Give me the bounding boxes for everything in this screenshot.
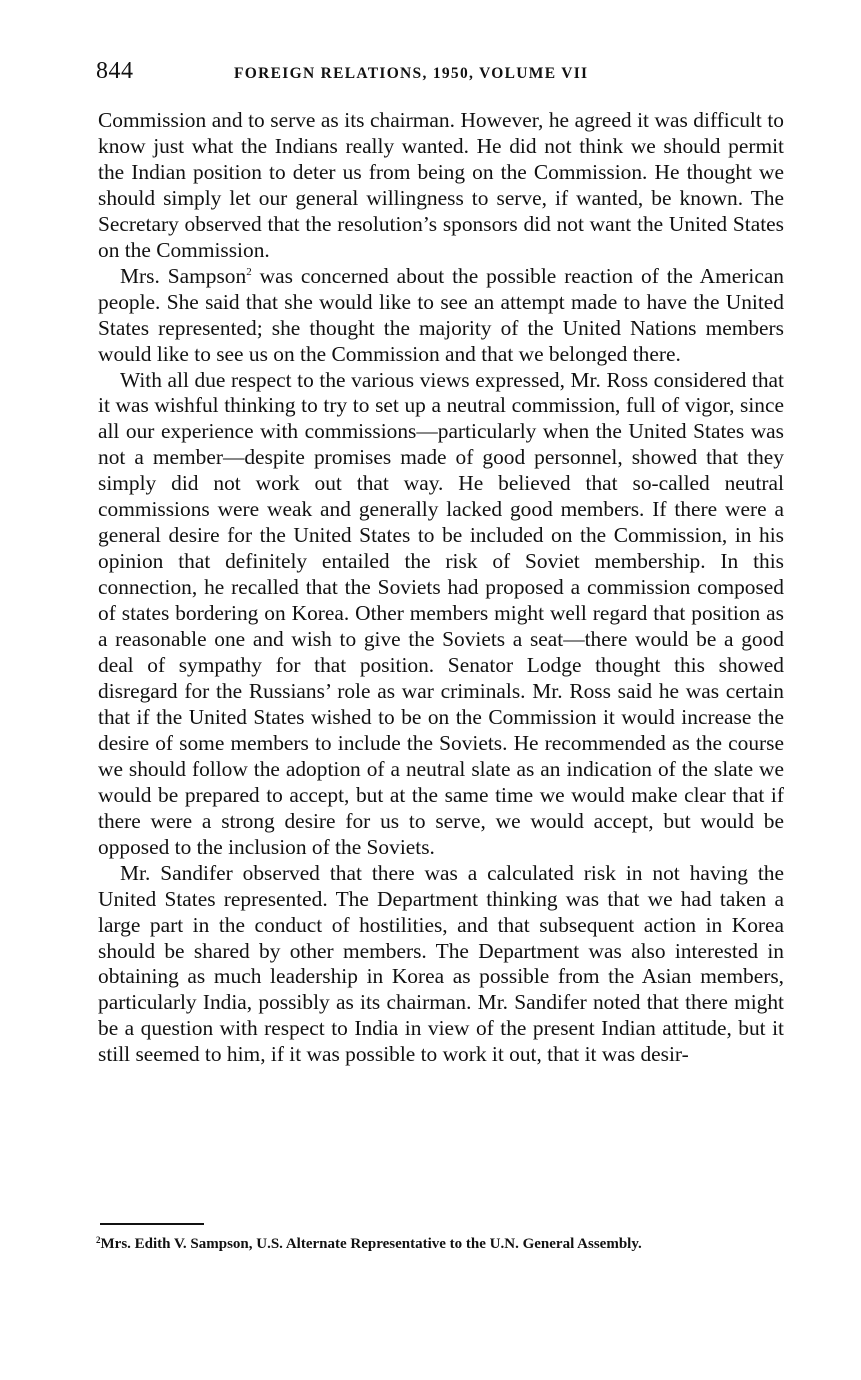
footnote-text: Mrs. Edith V. Sampson, U.S. Alternate Representative to the U.N. General Assembly. (100, 1236, 642, 1252)
footnote-divider (100, 1223, 204, 1225)
footnote-marker: 2 (96, 1235, 101, 1245)
paragraph-2-text: was concerned about the possible reaction of the American people. She said that she would like to see an attempt made to have the United States represented; she thought the majority of the United Nations members would like to see us on the Commission and that we belonged there. (98, 263, 785, 366)
paragraph-1: Commission and to serve as its chairman. However, he agreed it was difficult to know just what the Indians really wanted. He did not think we should permit the Indian position to deter us from being on the Commission. He thought we should simply let our general willingness to serve, if wanted, be known. The Secretary observed that the resolution’s sponsors did not want the United States on the Commission. (98, 108, 784, 262)
body-text (98, 108, 784, 1068)
paragraph-3: With all due respect to the various views expressed, Mr. Ross considered that it was wishful thinking to try to set up a neutral commission, full of vigor, since all our experience with commissions—particularly when the United States was not a member—despite promises made of good personnel, showed that they simply did not work out that way. He believed that so-called neutral commissions were weak and generally lacked good members. If there were a general desire for the United States to be included on the Commission, in his opinion that definitely entailed the risk of Soviet membership. In this connection, he recalled that the Soviets had proposed a commission composed of states bordering on Korea. Other members might well regard that position as a reasonable one and wish to give the Soviets a seat—there would be a good deal of sympathy for that position. Senator Lodge thought this showed disregard for the Russians’ role as war criminals. Mr. Ross said he was certain that if the United States wished to be on the Commission it would increase the desire of some members to include the Soviets. He recommended as the course we should follow the adoption of a neutral slate as an indication of the slate we would be prepared to accept, but at the same time we would make clear that if there were a strong desire for us to serve, we would accept, but would be opposed to the inclusion of the Soviets. (98, 367, 784, 859)
footnote-reference[interactable]: 2 (246, 265, 252, 278)
paragraph-2-lead: Mrs. Sampson (120, 263, 247, 288)
paragraph-4: Mr. Sandifer observed that there was a calculated risk in not having the United States represented. The Department thinking was that we had taken a large part in the conduct of hostilities, and that subsequent action in Korea should be shared by other members. The Department was also interested in obtaining as much leadership in Korea as possible from the Asian members, particularly India, possibly as its chairman. Mr. Sandifer noted that there might be a question with respect to India in view of the present Indian attitude, but it still seemed to him, if it was possible to work it out, that it was desir- (98, 860, 784, 1067)
page-number: 844 (96, 58, 134, 84)
running-title: FOREIGN RELATIONS, 1950, VOLUME VII (234, 65, 589, 82)
paragraph-2 (98, 264, 784, 368)
page-header (96, 58, 783, 88)
footnote (96, 1236, 784, 1254)
